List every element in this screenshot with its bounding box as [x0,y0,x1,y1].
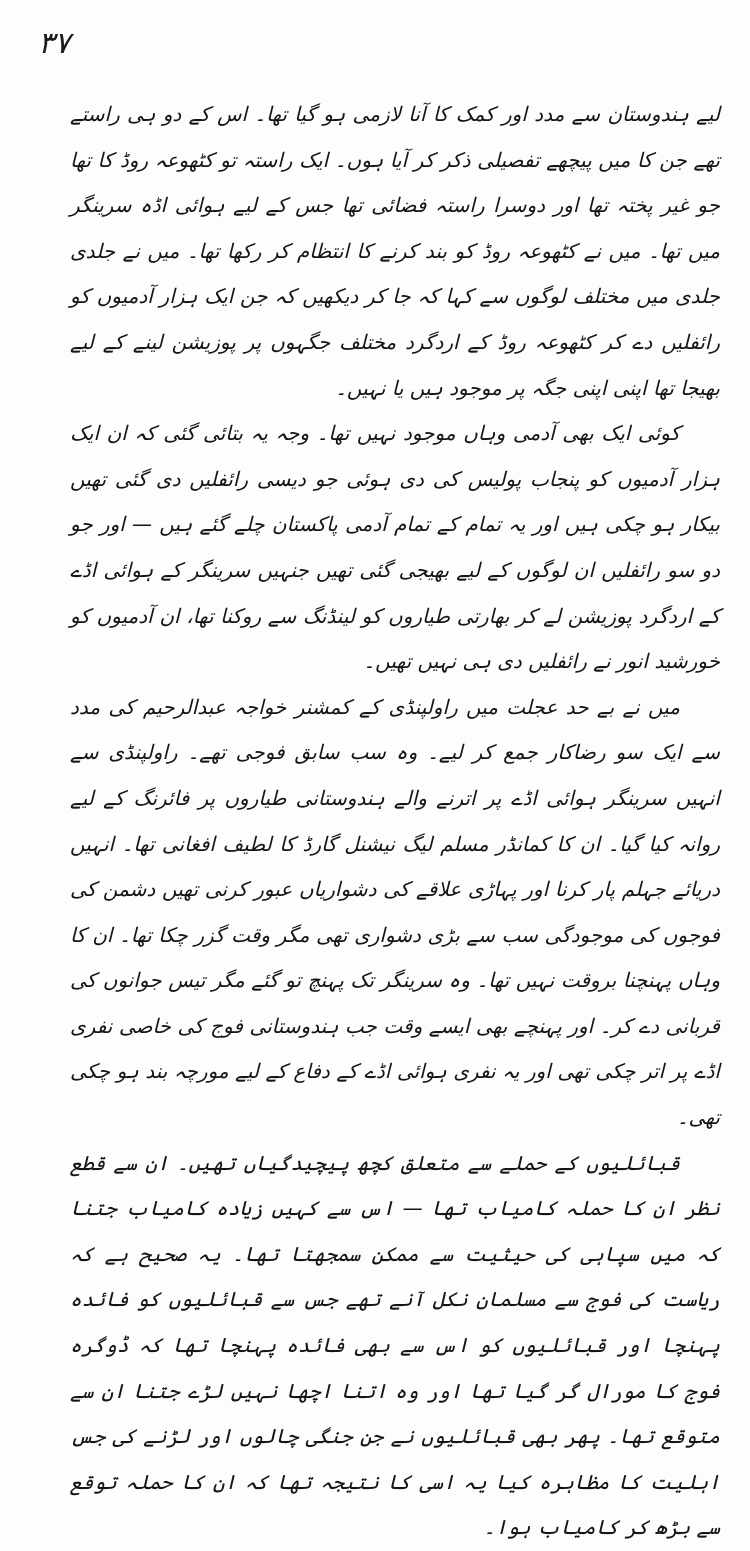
paragraph-3: میں نے بے حد عجلت میں راولپنڈی کے کمشنر خواجہ عبدالرحیم کی مدد سے ایک سو رضاکار جمع کر لیے۔ وہ سب سابق فوجی تھے۔ راولپنڈی سے انہیں سرینگر ہوائی اڈے پر اترنے والے ہندوستانی طیاروں پر فائرنگ کے لیے روانہ کیا گیا۔ ان کا کمانڈر مسلم لیگ نیشنل گارڈ کا لطیف افغانی تھا۔ انہیں دریائے جہلم پار کرنا اور پہاڑی علاقے کی دشواریاں عبور کرنی تھیں دشمن کی فوجوں کی موجودگی سب سے بڑی دشواری تھی مگر وقت گزر چکا تھا۔ ان کا وہاں پہنچنا بروقت نہیں تھا۔ وہ سرینگر تک پہنچ تو گئے مگر تیس جوانوں کی قربانی دے کر۔ اور پہنچے بھی ایسے وقت جب ہندوستانی فوج کی خاصی نفری اڈے پر اتر چکی تھی اور یہ نفری ہوائی اڈے کے دفاع کے لیے مورچہ بند ہو چکی تھی۔ [70,694,720,1130]
paragraph-1: لیے ہندوستان سے مدد اور کمک کا آنا لازمی ہو گیا تھا۔ اس کے دو ہی راستے تھے جن کا میں پیچھے تفصیلی ذکر کر آیا ہوں۔ ایک راستہ تو کٹھوعہ روڈ کا تھا جو غیر پختہ تھا اور دوسرا راستہ فضائی تھا جس کے لیے ہوائی اڈہ سرینگر میں تھا۔ میں نے کٹھوعہ روڈ کو بند کرنے کا انتظام کر رکھا تھا۔ میں نے جلدی جلدی میں مختلف لوگوں سے کہا کہ جا کر دیکھیں کہ جن ایک ہزار آدمیوں کو رائفلیں دے کر کٹھوعہ روڈ کے اردگرد مختلف جگہوں پر پوزیشن لینے کے لیے بھیجا تھا اپنی اپنی جگہ پر موجود ہیں یا نہیں۔ [70,102,720,400]
body-text [70,92,720,1551]
paragraph-2: کوئی ایک بھی آدمی وہاں موجود نہیں تھا۔ وجہ یہ بتائی گئی کہ ان ایک ہزار آدمیوں کو پنجاب پولیس کی دی ہوئی جو دیسی رائفلیں دی گئی تھیں بیکار ہو چکی ہیں اور یہ تمام کے تمام آدمی پاکستان چلے گئے ہیں — اور جو دو سو رائفلیں ان لوگوں کے لیے بھیجی گئی تھیں جنہیں سرینگر کے ہوائی اڈے کے اردگرد پوزیشن لے کر بھارتی طیاروں کو لینڈنگ سے روکنا تھا، ان آدمیوں کو خورشید انور نے رائفلیں دی ہی نہیں تھیں۔ [70,421,720,674]
paragraph-4: قبائلیوں کے حملے سے متعلق کچھ پیچیدگیاں تھیں۔ ان سے قطع نظر ان کا حملہ کامیاب تھا — اس سے کہیں زیادہ کامیاب جتنا کہ میں سپاہی کی حیثیت سے ممکن سمجھتا تھا۔ یہ صحیح ہے کہ ریاست کی فوج سے مسلمان نکل آنے تھے جس سے قبائلیوں کو فائدہ پہنچا اور قبائلیوں کو اس سے بھی فائدہ پہنچا تھا کہ ڈوگرہ فوج کا مورال گر گیا تھا اور وہ اتنا اچھا نہیں لڑے جتنا ان سے متوقع تھا۔ پھر بھی قبائلیوں نے جن جنگی چالوں اور لڑنے کی جس اہلیت کا مظاہرہ کیا یہ اسی کا نتیجہ تھا کہ ان کا حملہ توقع سے بڑھ کر کامیاب ہوا۔ [70,1150,720,1540]
page-number: ۳۷ [38,26,71,61]
